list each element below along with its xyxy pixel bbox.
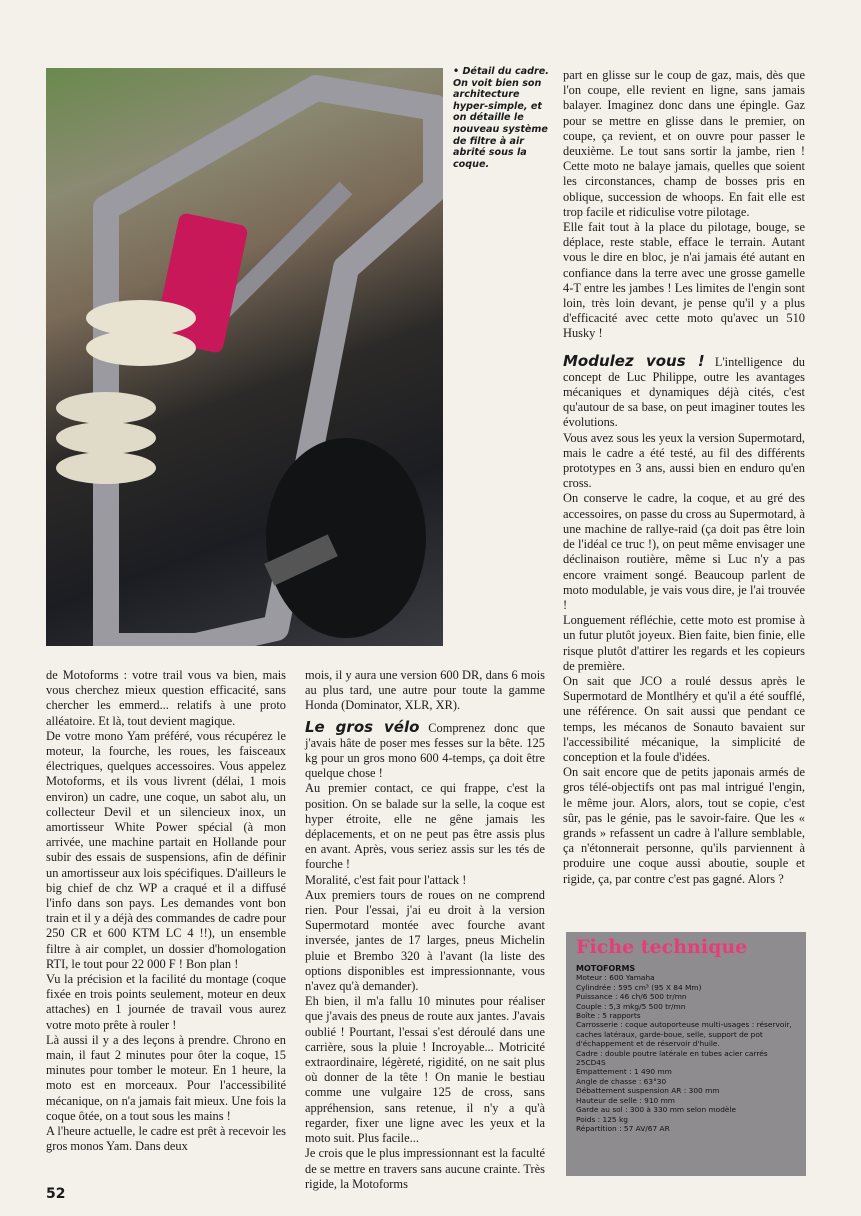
spec-line: Débattement suspension AR : 300 mm <box>576 1086 720 1096</box>
spec-line: Puissance : 46 ch/6 500 tr/mn <box>576 992 687 1002</box>
spec-line: Moteur : 600 Yamaha <box>576 973 655 983</box>
tech-sheet-box <box>566 932 806 1176</box>
column-2-text: Au premier contact, ce qui frappe, c'est la position. On se balade sur la selle, la coque est hyper étroite, elle ne gêne jamais les déplacements, et on ne peut pas être assis plus en avant. Après, vous seriez assis sur les tés de fourche ! Moralité, c'est fait pour l'attack ! Aux premiers tours de roues on ne comprend rien. Pour l'essai, j'ai eu droit à la version Supermotard montée avec fourche avant inversée, jantes de 17 larges, pneus Michelin pluie et Brembo 320 à l'avant (la liste des options disponibles est impressionnante, vous n'avez qu'à demander). Eh bien, il m'a fallu 10 minutes pour réaliser que j'avais des pneus de route aux jantes. J'avais oublié ! Pourtant, l'essai s'est déroulé dans une carrière, sous la pluie ! Incroyable... Motricité extraordinaire, légèreté, rigidité, on ne sait plus où donner de la tête ! On manie le bestiau comme une vulgaire 125 de cross, sans appréhension, sans retenue, il n'y a qu'à regarder, fixer une ligne avec les yeux et la moto suit. Plus facile... Je crois que le plus impressionnant est la faculté de se mettre en travers sans aucune crainte. Très rigide, la Motoforms <box>305 781 545 1191</box>
column-2-lead: Comprenez donc que j'avais hâte de poser mes fesses sur la bête. 125 kg pour un gros mono 600 4-temps, ça doit être quelque chose ! <box>305 720 545 781</box>
spec-line: Angle de chasse : 63°30 <box>576 1076 667 1086</box>
page-number: 52 <box>46 1186 66 1202</box>
spec-line: Empattement : 1 490 mm <box>576 1067 672 1077</box>
spec-line: Cadre : double poutre latérale en tubes acier carrés 25CD4S <box>576 1048 768 1068</box>
spec-line: Boîte : 5 rapports <box>576 1011 641 1021</box>
column-1 <box>46 668 286 1155</box>
frame-illustration <box>46 68 443 646</box>
column-2 <box>305 668 545 1192</box>
column-2-intro: mois, il y aura une version 600 DR, dans 6 mois au plus tard, une autre pour toute la gamme Honda (Dominator, XLR, XR). <box>305 668 545 713</box>
tech-sheet-brand: MOTOFORMS <box>576 964 636 973</box>
column-3-top: part en glisse sur le coup de gaz, mais, dès que l'on coupe, elle revient en ligne, sans jamais balayer. Imaginez donc dans une épingle. Gaz pour se mettre en glisse dans le premier, on coupe, ça revient, et on ouvre pour passer le deuxième. Le tout sans sortir la jambe, rien ! Cette moto ne balaye jamais, quelles que soient les circonstances, champ de bosses pris en oblique, succession de whoops. En fait elle est trop facile et ridiculise votre pilotage. Elle fait tout à la place du pilotage, bouge, se déplace, reste stable, efface le terrain. Autant vous le dire en bloc, je n'ai jamais été autant en confiance dans la terre avec une grosse gamelle 4-T entre les jambes ! Les limites de l'engin sont loin, très loin devant, je pense qu'il y a plus d'efficacité avec cette moto qu'avec un 510 Husky ! <box>563 68 805 341</box>
column-3-lead: L'intelligence du concept de Luc Philippe, outre les avantages mécaniques et dynamiques déjà cités, c'est qu'autour de sa base, on peut imaginer toutes les évolutions. <box>563 354 806 430</box>
section-heading-modulez: Modulez vous ! <box>563 351 705 370</box>
column-3 <box>563 68 805 887</box>
column-3-text: Vous avez sous les yeux la version Supermotard, mais le cadre a été testé, au fil des différents prototypes en 3 ans, aussi bien en enduro qu'en cross. On conserve le cadre, la coque, et au gré des accessoires, on passe du cross au Supermotard, à une machine de rallye-raid (ça doit pas être loin de l'idéal ce truc !), on peut même envisager une déclinaison routière, même si Luc n'y a pas encore vraiment songé. Beaucoup parlent de moto modulable, je vais vous dire, je l'ai trouvée ! Longuement réfléchie, cette moto est promise à un futur plutôt joyeux. Bien faite, bien finie, elle risque plutôt d'attirer les regards et les copieurs de première. On sait que JCO a roulé dessus après le Supermotard de Montlhéry et qu'il a été soufflé, une référence. On sait aussi que pendant ce temps, les mécanos de Sonauto bavaient sur l'accessibilité mécanique, la simplicité de conception et la foule d'idées. On sait encore que de petits japonais armés de gros télé-objectifs ont pas mal intrigué l'engin, le même jour. Alors, alors, tout se copie, c'est sûr, pas le génie, pas le savoir-faire. Que les « grands » refassent un cadre à l'allure semblable, ça n'étonnerait personne, qu'ils parviennent à produire une coque aussi aboutie, souple et rigide, ça, par contre c'est pas gagné. Alors ? <box>563 430 805 886</box>
tech-sheet-title: Fiche technique <box>576 936 748 958</box>
photo-caption: • Détail du cadre. On voit bien son architecture hyper-simple, et on détaille le nouveau système de filtre à air abrité sous la coque. <box>453 66 549 170</box>
section-heading-gros-velo: Le gros vélo <box>305 717 420 736</box>
spec-line: Hauteur de selle : 910 mm <box>576 1095 675 1105</box>
spec-line: Poids : 125 kg <box>576 1114 628 1124</box>
column-1-text: de Motoforms : votre trail vous va bien, mais vous cherchez mieux question efficacité, sans chercher les emmerd... relatifs à une proto alléatoire. Et là, tout devient magique. De votre mono Yam préféré, vous récupérez le moteur, la fourche, les roues, les faisceaux électriques, quelques accessoires. Vous appelez Motoforms, et ils vous livrent (délai, 1 mois environ) un cadre, une coque, un sabot alu, un collecteur Devil et un silencieux inox, un amortisseur White Power spécial (à mon arrivée, une machine partait en Hollande pour subir des essais de suspensions, afin de définir un amortisseur aux lois spécifiques. D'ailleurs le big chief de chz WP a craqué et il a diffusé l'info dans son pays. Les demandes vont bon train et il y a déjà des commandes de cadre pour 250 CR et 600 KTM LC 4 !!), un ensemble filtre à air complet, un dossier d'homologation RTI, le tout pour 22 000 F ! Bon plan ! Vu la précision et la facilité du montage (coque fixée en trois points seulement, moteur en deux attaches) en 1 journée de travail vous aurez votre moto prête à rouler ! Là aussi il y a des leçons à prendre. Chrono en main, il faut 2 minutes pour ôter la coque, 15 minutes pour tomber le moteur. En 1 heure, la moto est en morceaux. Pour l'accessibilité mécanique, on n'a jamais fait mieux. Une fois la coque ôtée, on a tout sous les mains ! A l'heure actuelle, le cadre est prêt à recevoir les gros monos Yam. Dans deux <box>46 668 287 1154</box>
spec-line: Carrosserie : coque autoporteuse multi-usages : réservoir, caches latéraux, garde-boue, selle, support de pot d'échappement et de réservoir d'huile. <box>576 1020 792 1049</box>
spec-line: Couple : 5,3 mkg/5 500 tr/mn <box>576 1001 686 1011</box>
spec-line: Cylindrée : 595 cm³ (95 X 84 Mm) <box>576 982 702 992</box>
motorcycle-frame-photo <box>46 68 443 646</box>
spec-line: Répartition : 57 AV/67 AR <box>576 1123 670 1133</box>
spec-line: Garde au sol : 300 à 330 mm selon modèle <box>576 1105 737 1115</box>
